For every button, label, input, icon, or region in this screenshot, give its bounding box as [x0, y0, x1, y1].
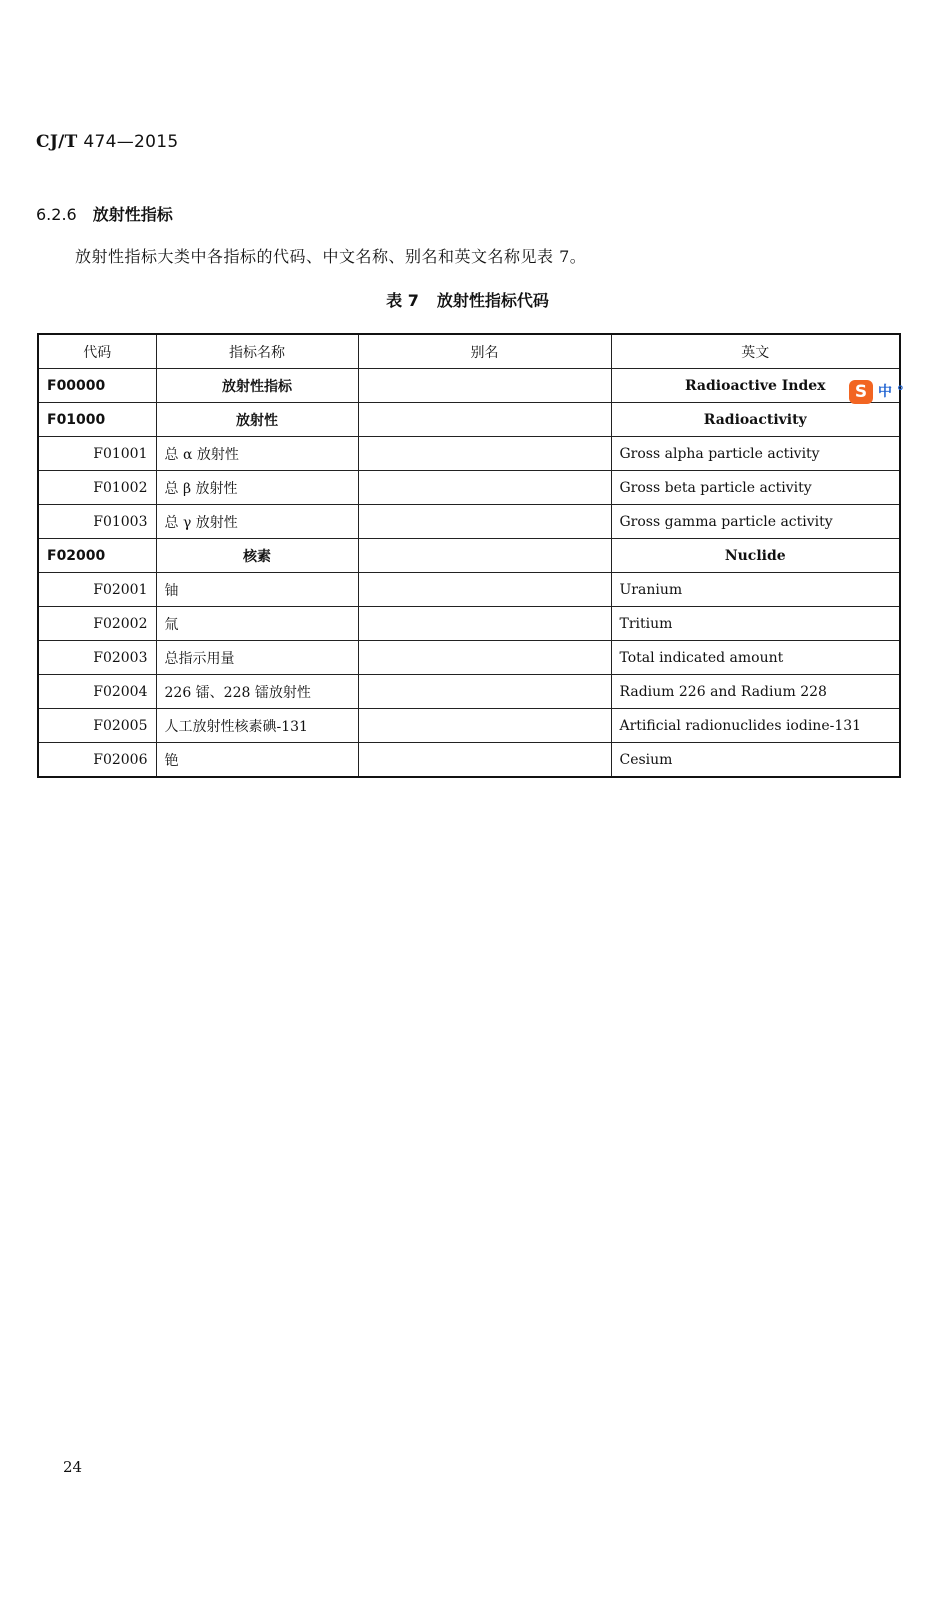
cell-code: F02003: [38, 641, 156, 675]
cell-english: Radioactivity: [611, 403, 900, 437]
cell-name: 总指示用量: [156, 641, 358, 675]
radioactivity-code-table: [37, 333, 901, 778]
table-row: [38, 369, 900, 403]
cell-name: 人工放射性核素碘-131: [156, 709, 358, 743]
cell-alias: [358, 539, 611, 573]
cell-name: 放射性指标: [156, 369, 358, 403]
cell-name: 总 β 放射性: [156, 471, 358, 505]
cell-english: Artificial radionuclides iodine-131: [611, 709, 900, 743]
cell-code: F02001: [38, 573, 156, 607]
cell-code: F02002: [38, 607, 156, 641]
standard-number: 474—2015: [83, 132, 179, 152]
section-number: 6.2.6: [36, 205, 77, 224]
document-header: [36, 132, 178, 152]
cell-english: Gross alpha particle activity: [611, 437, 900, 471]
table-row: [38, 743, 900, 778]
cell-alias: [358, 675, 611, 709]
cell-name: 氚: [156, 607, 358, 641]
cell-code: F02000: [38, 539, 156, 573]
intro-paragraph: 放射性指标大类中各指标的代码、中文名称、别名和英文名称见表 7。: [75, 247, 587, 266]
cell-alias: [358, 573, 611, 607]
cell-name: 总 γ 放射性: [156, 505, 358, 539]
cell-alias: [358, 743, 611, 778]
cell-alias: [358, 437, 611, 471]
cell-english: Uranium: [611, 573, 900, 607]
header-name: 指标名称: [156, 334, 358, 369]
cell-alias: [358, 709, 611, 743]
section-title: 放射性指标: [92, 205, 173, 224]
table-caption-title: 放射性指标代码: [436, 291, 549, 310]
cell-code: F01002: [38, 471, 156, 505]
cell-code: F02004: [38, 675, 156, 709]
table-row: [38, 539, 900, 573]
cell-alias: [358, 505, 611, 539]
header-english: 英文: [611, 334, 900, 369]
cell-name: 铀: [156, 573, 358, 607]
cell-code: F02006: [38, 743, 156, 778]
table-row: [38, 607, 900, 641]
cell-english: Total indicated amount: [611, 641, 900, 675]
table-row: [38, 675, 900, 709]
cell-english: Nuclide: [611, 539, 900, 573]
cell-alias: [358, 641, 611, 675]
table-row: [38, 641, 900, 675]
cell-code: F01001: [38, 437, 156, 471]
section-heading: [36, 202, 173, 225]
cell-name: 核素: [156, 539, 358, 573]
table-row: [38, 709, 900, 743]
cell-name: 226 镭、228 镭放射性: [156, 675, 358, 709]
cell-english: Radioactive Index: [611, 369, 900, 403]
ime-status-indicator[interactable]: 中 °: [878, 384, 904, 400]
header-code: 代码: [38, 334, 156, 369]
cell-english: Radium 226 and Radium 228: [611, 675, 900, 709]
table-row: [38, 437, 900, 471]
ime-logo-icon[interactable]: S: [849, 380, 873, 404]
cell-name: 铯: [156, 743, 358, 778]
cell-code: F00000: [38, 369, 156, 403]
table-row: [38, 505, 900, 539]
table-row: [38, 403, 900, 437]
cell-alias: [358, 369, 611, 403]
cell-code: F01000: [38, 403, 156, 437]
standard-code: CJ/T: [36, 132, 78, 152]
cell-english: Cesium: [611, 743, 900, 778]
cell-alias: [358, 403, 611, 437]
cell-alias: [358, 471, 611, 505]
header-alias: 别名: [358, 334, 611, 369]
page-number: 24: [63, 1458, 83, 1476]
cell-english: Gross gamma particle activity: [611, 505, 900, 539]
cell-english: Gross beta particle activity: [611, 471, 900, 505]
table-row: [38, 573, 900, 607]
cell-name: 总 α 放射性: [156, 437, 358, 471]
cell-name: 放射性: [156, 403, 358, 437]
table-row: [38, 471, 900, 505]
cell-code: F02005: [38, 709, 156, 743]
cell-alias: [358, 607, 611, 641]
table-header-row: [38, 334, 900, 369]
table-caption: [0, 288, 935, 311]
cell-english: Tritium: [611, 607, 900, 641]
cell-code: F01003: [38, 505, 156, 539]
table-caption-number: 表 7: [386, 291, 419, 310]
